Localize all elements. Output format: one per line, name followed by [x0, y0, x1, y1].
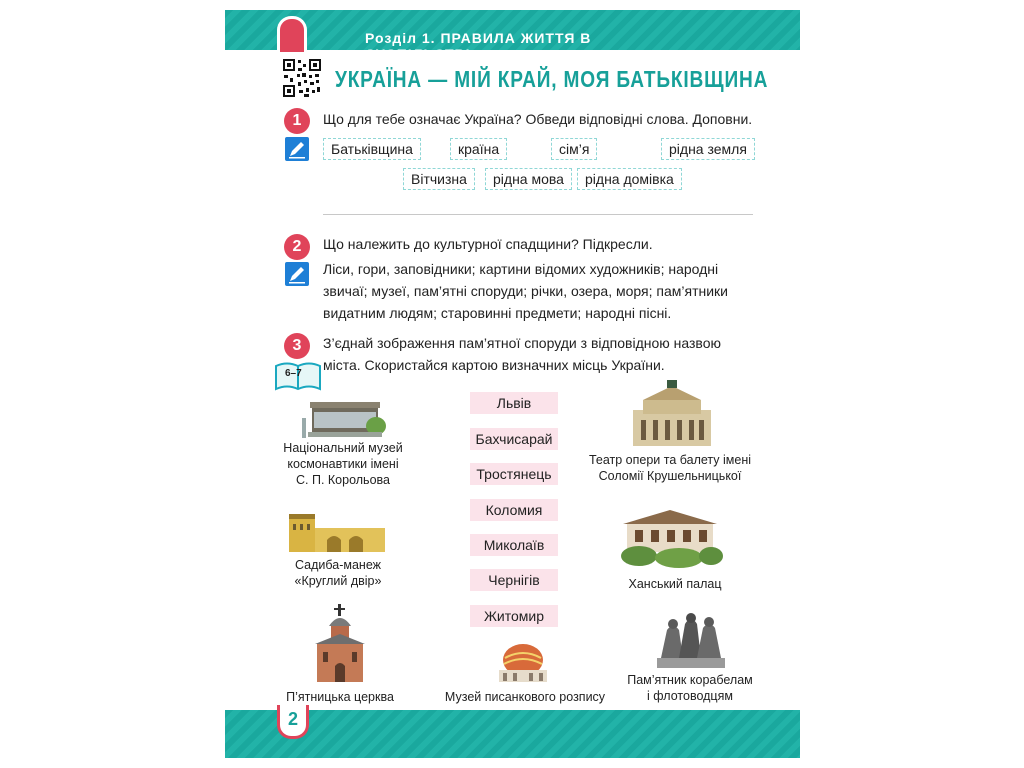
task-2-body — [323, 258, 755, 324]
task-2-number: 2 — [284, 234, 310, 260]
task-1-number: 1 — [284, 108, 310, 134]
city-label[interactable]: Тростянець — [470, 463, 558, 485]
caption-line: Національний музей — [283, 441, 403, 455]
section-title: Розділ 1. ПРАВИЛА ЖИТТЯ В СУСПІЛЬСТВІ — [365, 30, 592, 62]
landmark-caption — [430, 689, 620, 705]
open-book-icon[interactable] — [273, 360, 323, 392]
task-3-number: 3 — [284, 333, 310, 359]
pysanka-museum-image[interactable] — [493, 640, 553, 684]
caption-line: космонавтики імені — [287, 457, 399, 471]
word-option[interactable]: сім’я — [551, 138, 597, 160]
task-2-body-line: Ліси, гори, заповідники; картини відомих художників; народні — [323, 261, 719, 277]
caption-line: Садиба-манеж — [294, 558, 381, 572]
word-option[interactable]: країна — [450, 138, 507, 160]
word-option[interactable]: Батьківщина — [323, 138, 421, 160]
city-label[interactable]: Миколаїв — [470, 534, 558, 556]
church-image[interactable] — [307, 604, 373, 684]
caption-line: Ханський палац — [628, 577, 722, 591]
qr-code-icon[interactable] — [282, 58, 322, 98]
word-option[interactable]: рідна мова — [485, 168, 572, 190]
caption-line: Пам’ятник корабелам — [627, 673, 753, 687]
cosmonautics-museum-image[interactable] — [300, 390, 388, 440]
monument-image[interactable] — [653, 610, 729, 670]
task-2-body-line: видатним людям; старовинні предмети; народні пісні. — [323, 305, 672, 321]
khan-palace-image[interactable] — [617, 498, 723, 570]
task-2-body-line: звичаї; музеї, пам’ятні споруди; річки, озера, моря; пам’ятники — [323, 283, 728, 299]
landmark-caption — [273, 440, 413, 488]
task-3-text-line: міста. Скористайся картою визначних місць України. — [323, 357, 665, 373]
city-label[interactable]: Бахчисарай — [470, 428, 558, 450]
landmark-caption — [273, 557, 403, 589]
landmark-caption — [615, 672, 765, 704]
lesson-title: УКРАЇНА — МІЙ КРАЙ, МОЯ БАТЬКІВЩИНА — [335, 66, 769, 92]
task-3-text — [323, 332, 755, 376]
pencil-icon — [285, 262, 309, 286]
word-option[interactable]: Вітчизна — [403, 168, 475, 190]
caption-line: Соломії Крушельницької — [598, 469, 742, 483]
city-label[interactable]: Коломия — [470, 499, 558, 521]
landmark-caption — [585, 452, 755, 484]
city-label[interactable]: Чернігів — [470, 569, 558, 591]
caption-line: Музей писанкового розпису — [444, 690, 606, 704]
footer-band — [225, 710, 800, 758]
landmark-caption — [280, 689, 400, 705]
caption-line: Театр опери та балету імені — [588, 453, 752, 467]
word-option[interactable]: рідна домівка — [577, 168, 682, 190]
page-number: 2 — [287, 709, 298, 729]
page-number-tab — [277, 705, 309, 739]
answer-line[interactable] — [323, 214, 753, 215]
caption-line: і флотоводцям — [647, 689, 733, 703]
bookmark-tab — [277, 16, 307, 52]
book-pages: 6–7 — [285, 368, 302, 379]
manege-image[interactable] — [287, 508, 387, 554]
landmark-caption — [620, 576, 730, 592]
task-3-text-line: З’єднай зображення пам’ятної споруди з відповідною назвою — [323, 335, 721, 351]
city-label[interactable]: Львів — [470, 392, 558, 414]
task-2-text: Що належить до культурної спадщини? Підкресли. — [323, 236, 653, 252]
textbook-page — [225, 0, 800, 768]
word-option[interactable]: рідна земля — [661, 138, 755, 160]
pencil-icon — [285, 137, 309, 161]
task-1-text: Що для тебе означає Україна? Обведи відповідні слова. Доповни. — [323, 111, 753, 127]
caption-line: «Круглий двір» — [294, 574, 382, 588]
city-label[interactable]: Житомир — [470, 605, 558, 627]
caption-line: П’ятницька церква — [286, 690, 394, 704]
caption-line: С. П. Корольова — [296, 473, 390, 487]
opera-theatre-image[interactable] — [627, 380, 717, 450]
